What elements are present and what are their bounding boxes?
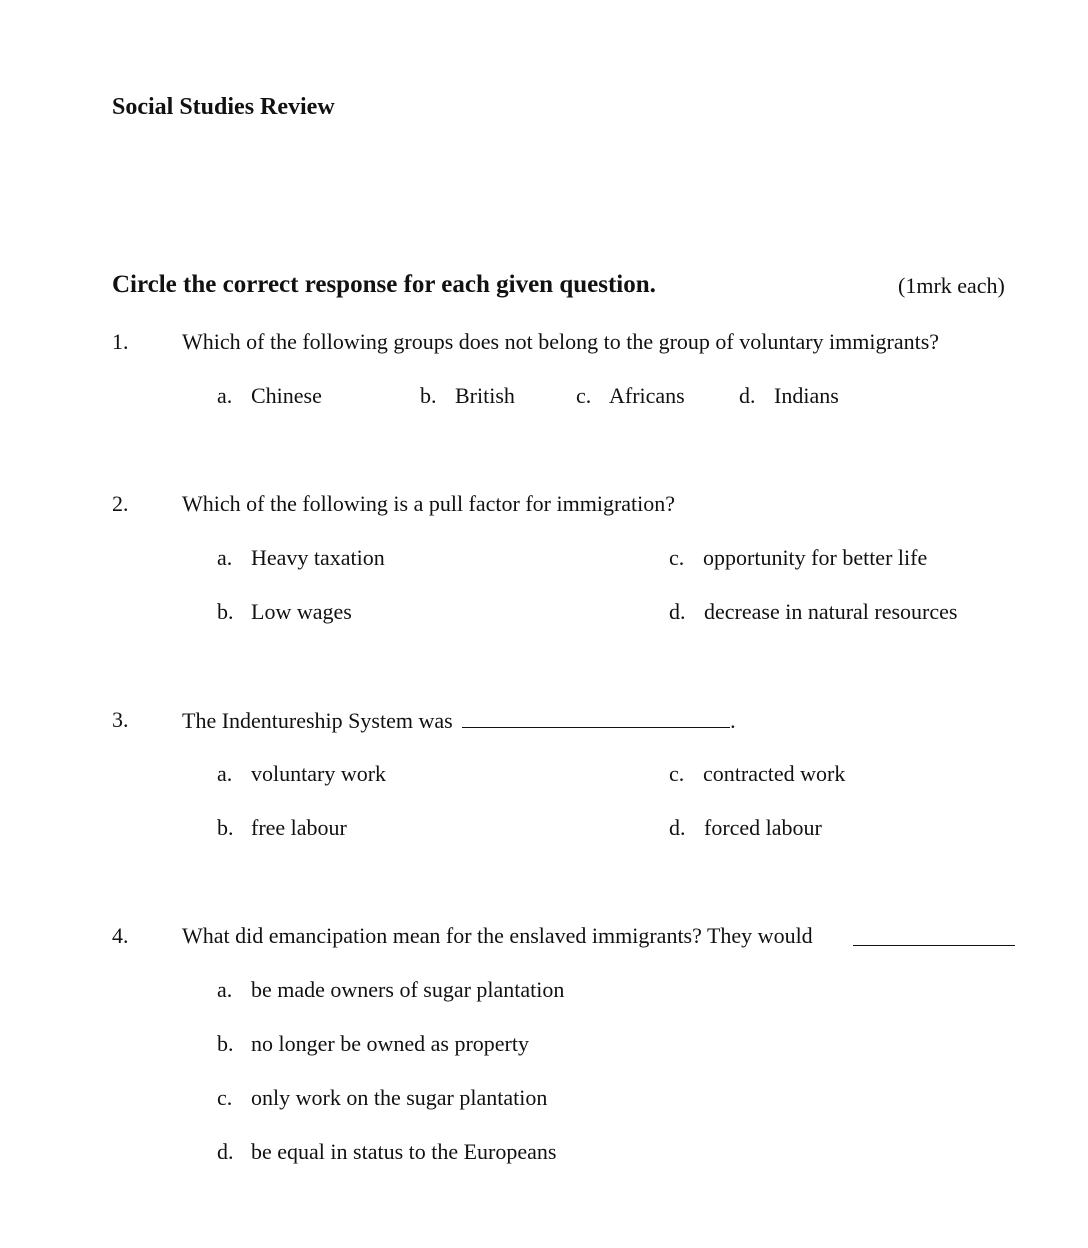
option-d[interactable]: decrease in natural resources <box>704 599 958 624</box>
question-text: Which of the following is a pull factor for immigration? <box>182 491 676 516</box>
option-letter: b. <box>217 815 234 840</box>
option-c[interactable]: opportunity for better life <box>703 545 928 570</box>
question-text <box>182 707 736 734</box>
option-d[interactable]: Indians <box>774 383 839 408</box>
option-c[interactable]: contracted work <box>703 761 846 786</box>
option-b[interactable]: no longer be owned as property <box>251 1031 529 1056</box>
marks-note: (1mrk each) <box>898 273 1005 298</box>
option-d[interactable]: forced labour <box>704 815 822 840</box>
question-text: What did emancipation mean for the enslaved immigrants? They would <box>182 923 813 948</box>
option-letter: c. <box>669 761 685 786</box>
option-letter: b. <box>420 383 437 408</box>
option-letter: d. <box>217 1139 234 1164</box>
option-letter: c. <box>217 1085 233 1110</box>
option-a[interactable]: Chinese <box>251 383 322 408</box>
option-letter: a. <box>217 977 233 1002</box>
question-suffix: . <box>730 708 736 733</box>
option-letter: a. <box>217 545 233 570</box>
question-number: 1. <box>112 329 129 354</box>
option-letter: d. <box>669 599 686 624</box>
option-letter: b. <box>217 599 234 624</box>
answer-blank[interactable] <box>462 707 730 728</box>
question-number: 3. <box>112 707 129 732</box>
instruction: Circle the correct response for each given question. <box>112 271 656 298</box>
option-d[interactable]: be equal in status to the Europeans <box>251 1139 557 1164</box>
option-letter: a. <box>217 383 233 408</box>
option-b[interactable]: free labour <box>251 815 347 840</box>
document-title: Social Studies Review <box>112 94 335 120</box>
option-a[interactable]: voluntary work <box>251 761 387 786</box>
question-text: Which of the following groups does not belong to the group of voluntary immigrants? <box>182 329 940 354</box>
option-letter: c. <box>669 545 685 570</box>
option-a[interactable]: be made owners of sugar plantation <box>251 977 565 1002</box>
option-letter: d. <box>739 383 756 408</box>
question-number: 4. <box>112 923 129 948</box>
option-c[interactable]: only work on the sugar plantation <box>251 1085 548 1110</box>
answer-blank[interactable] <box>853 923 1015 946</box>
option-b[interactable]: Low wages <box>251 599 352 624</box>
option-letter: d. <box>669 815 686 840</box>
option-letter: b. <box>217 1031 234 1056</box>
option-letter: a. <box>217 761 233 786</box>
question-text-stem: The Indentureship System was <box>182 708 453 733</box>
option-c[interactable]: Africans <box>609 383 685 408</box>
option-letter: c. <box>576 383 592 408</box>
question-number: 2. <box>112 491 129 516</box>
option-b[interactable]: British <box>455 383 515 408</box>
option-a[interactable]: Heavy taxation <box>251 545 385 570</box>
